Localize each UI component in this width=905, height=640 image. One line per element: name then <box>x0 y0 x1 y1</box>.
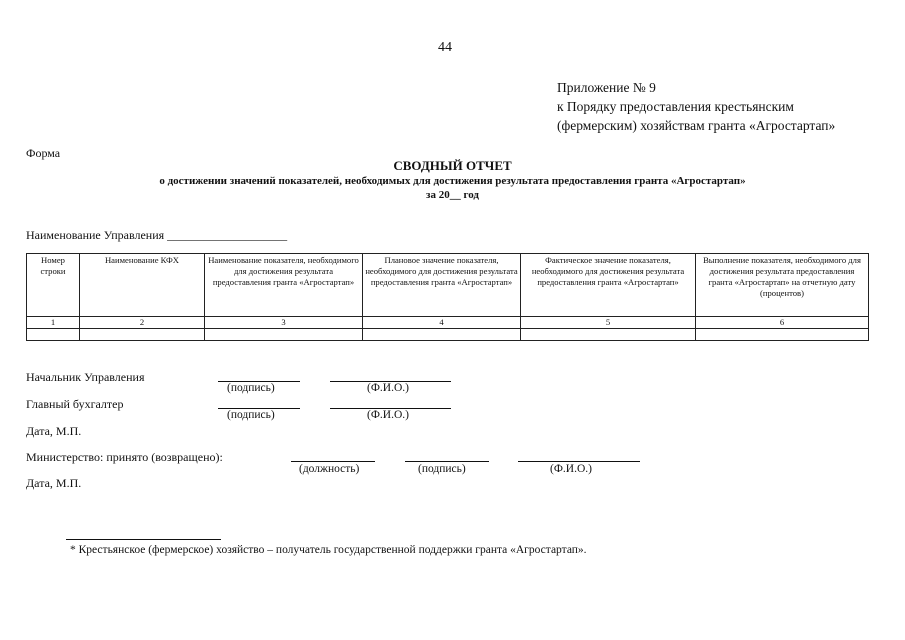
header-actual-value: Фактическое значение показателя, необходимого для достижения результата предоставления гранта «Агростартап» <box>521 254 696 317</box>
position-line <box>291 461 375 462</box>
annex-line-1: Приложение № 9 <box>557 80 656 95</box>
name-caption: (Ф.И.О.) <box>367 409 409 421</box>
form-label: Форма <box>26 146 61 160</box>
column-number: 6 <box>696 317 869 329</box>
header-planned-value: Плановое значение показателя, необходимого для достижения результата предоставления гранта «Агростартап» <box>363 254 521 317</box>
header-indicator-name: Наименование показателя, необходимого для достижения результата предоставления гранта «Агростартап» <box>205 254 363 317</box>
table-cell <box>27 329 80 341</box>
column-number-row <box>27 317 869 329</box>
table-cell <box>521 329 696 341</box>
accountant-label: Главный бухгалтер <box>26 397 124 411</box>
signature-caption: (подпись) <box>418 463 466 475</box>
date-stamp-label: Дата, М.П. <box>26 424 82 438</box>
annex-line-3: (фермерским) хозяйствам гранта «Агростартап» <box>557 118 836 133</box>
column-number: 5 <box>521 317 696 329</box>
report-year: за 20__ год <box>426 189 479 201</box>
name-caption: (Ф.И.О.) <box>367 382 409 394</box>
header-farm-name: Наименование КФХ <box>80 254 205 317</box>
footnote: * Крестьянское (фермерское) хозяйство – получатель государственной поддержки гранта «Агростартап». <box>70 544 587 556</box>
column-number: 3 <box>205 317 363 329</box>
annex-block <box>557 78 835 135</box>
annex-line-2: к Порядку предоставления крестьянским <box>557 99 794 114</box>
name-line <box>518 461 640 462</box>
report-title: СВОДНЫЙ ОТЧЕТ <box>393 158 512 173</box>
report-table <box>26 253 869 341</box>
head-label: Начальник Управления <box>26 370 145 384</box>
table-cell <box>363 329 521 341</box>
table-row <box>27 329 869 341</box>
column-number: 2 <box>80 317 205 329</box>
date-stamp-label: Дата, М.П. <box>26 476 82 490</box>
table-cell <box>696 329 869 341</box>
ministry-label: Министерство: принято (возвращено): <box>26 450 223 464</box>
signature-caption: (подпись) <box>227 382 275 394</box>
column-number: 4 <box>363 317 521 329</box>
footnote-separator <box>66 539 221 540</box>
signature-line <box>405 461 489 462</box>
report-subtitle: о достижении значений показателей, необходимых для достижения результата предоставления гранта «Агростартап» <box>159 175 746 187</box>
position-caption: (должность) <box>299 463 360 475</box>
table-cell <box>80 329 205 341</box>
name-caption: (Ф.И.О.) <box>550 463 592 475</box>
table-header-row <box>27 254 869 317</box>
signature-caption: (подпись) <box>227 409 275 421</box>
department-field: Наименование Управления ____________________ <box>26 228 288 242</box>
header-row-number: Номер строки <box>27 254 80 317</box>
column-number: 1 <box>27 317 80 329</box>
table-cell <box>205 329 363 341</box>
page-number: 44 <box>438 40 452 55</box>
header-completion: Выполнение показателя, необходимого для достижения результата предоставления гранта «Агростартап» на отчетную дату (процентов) <box>696 254 869 317</box>
